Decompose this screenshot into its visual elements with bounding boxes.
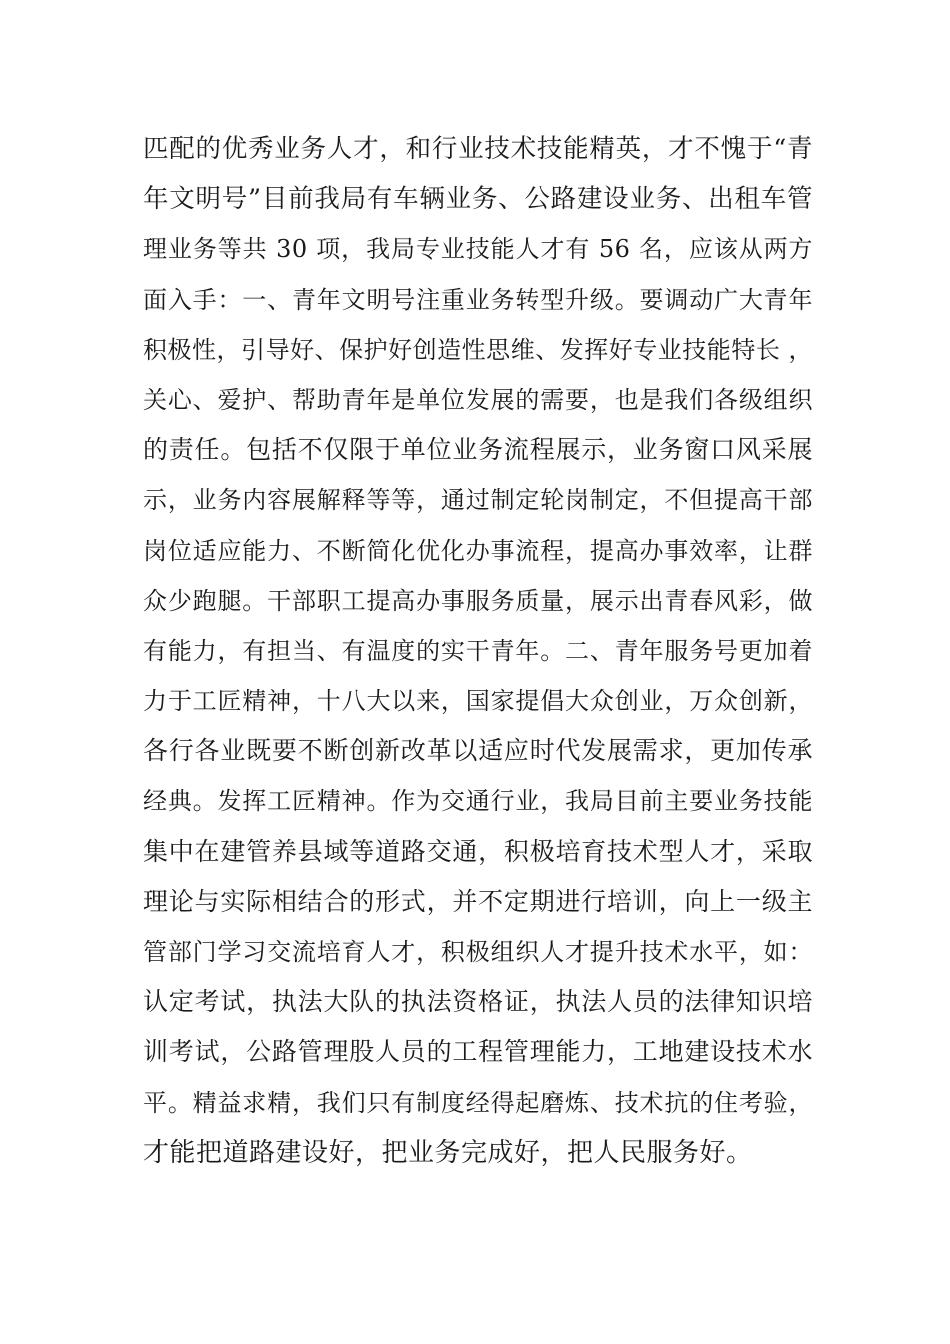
text-line: 理业务等共 30 项，我局专业技能人才有 56 名，应该从两方 <box>143 235 813 264</box>
text-line: 理论与实际相结合的形式，并不定期进行培训，向上一级主 <box>143 886 813 916</box>
text-line: 匹配的优秀业务人才，和行业技术技能精英，才不愧于“青 <box>143 134 813 164</box>
text-line: 管部门学习交流培育人才，积极组织人才提升技术水平，如： <box>143 938 813 966</box>
text-line: 平。精益求精，我们只有制度经得起磨炼、技术抗的住考验， <box>143 1088 813 1117</box>
text-line: 积极性，引导好、保护好创造性思维、发挥好专业技能特长 ， <box>143 335 813 364</box>
text-line: 各行各业既要不断创新改革以适应时代发展需求，更加传承 <box>143 736 813 766</box>
text-line: 训考试，公路管理股人员的工程管理能力，工地建设技术水 <box>143 1037 813 1067</box>
text-line: 关心、爱护、帮助青年是单位发展的需要，也是我们各级组织 <box>143 385 813 414</box>
text-line: 的责任。包括不仅限于单位业务流程展示，业务窗口风采展 <box>143 435 813 465</box>
text-line: 岗位适应能力、不断简化优化办事流程，提高办事效率，让群 <box>143 536 813 565</box>
text-line: 力于工匠精神，十八大以来，国家提倡大众创业，万众创新， <box>143 687 813 716</box>
text-line: 年文明号”目前我局有车辆业务、公路建设业务、出租车管 <box>143 184 813 215</box>
text-line: 经典。发挥工匠精神。作为交通行业，我局目前主要业务技能 <box>143 787 813 816</box>
text-line: 认定考试，执法大队的执法资格证，执法人员的法律知识培 <box>143 987 813 1017</box>
body-paragraph <box>143 124 813 1178</box>
text-line-last: 才能把道路建设好，把业务完成好，把人民服务好。 <box>143 1137 753 1168</box>
text-line: 有能力，有担当、有温度的实干青年。二、青年服务号更加着 <box>143 636 813 665</box>
text-line: 示，业务内容展解释等等，通过制定轮岗制定，不但提高干部 <box>143 486 813 515</box>
text-line: 集中在建管养县域等道路交通，积极培育技术型人才，采取 <box>143 836 813 866</box>
text-line: 众少跑腿。干部职工提高办事服务质量，展示出青春风彩，做 <box>143 586 813 615</box>
text-line: 面入手：一、青年文明号注重业务转型升级。要调动广大青年 <box>143 285 813 314</box>
